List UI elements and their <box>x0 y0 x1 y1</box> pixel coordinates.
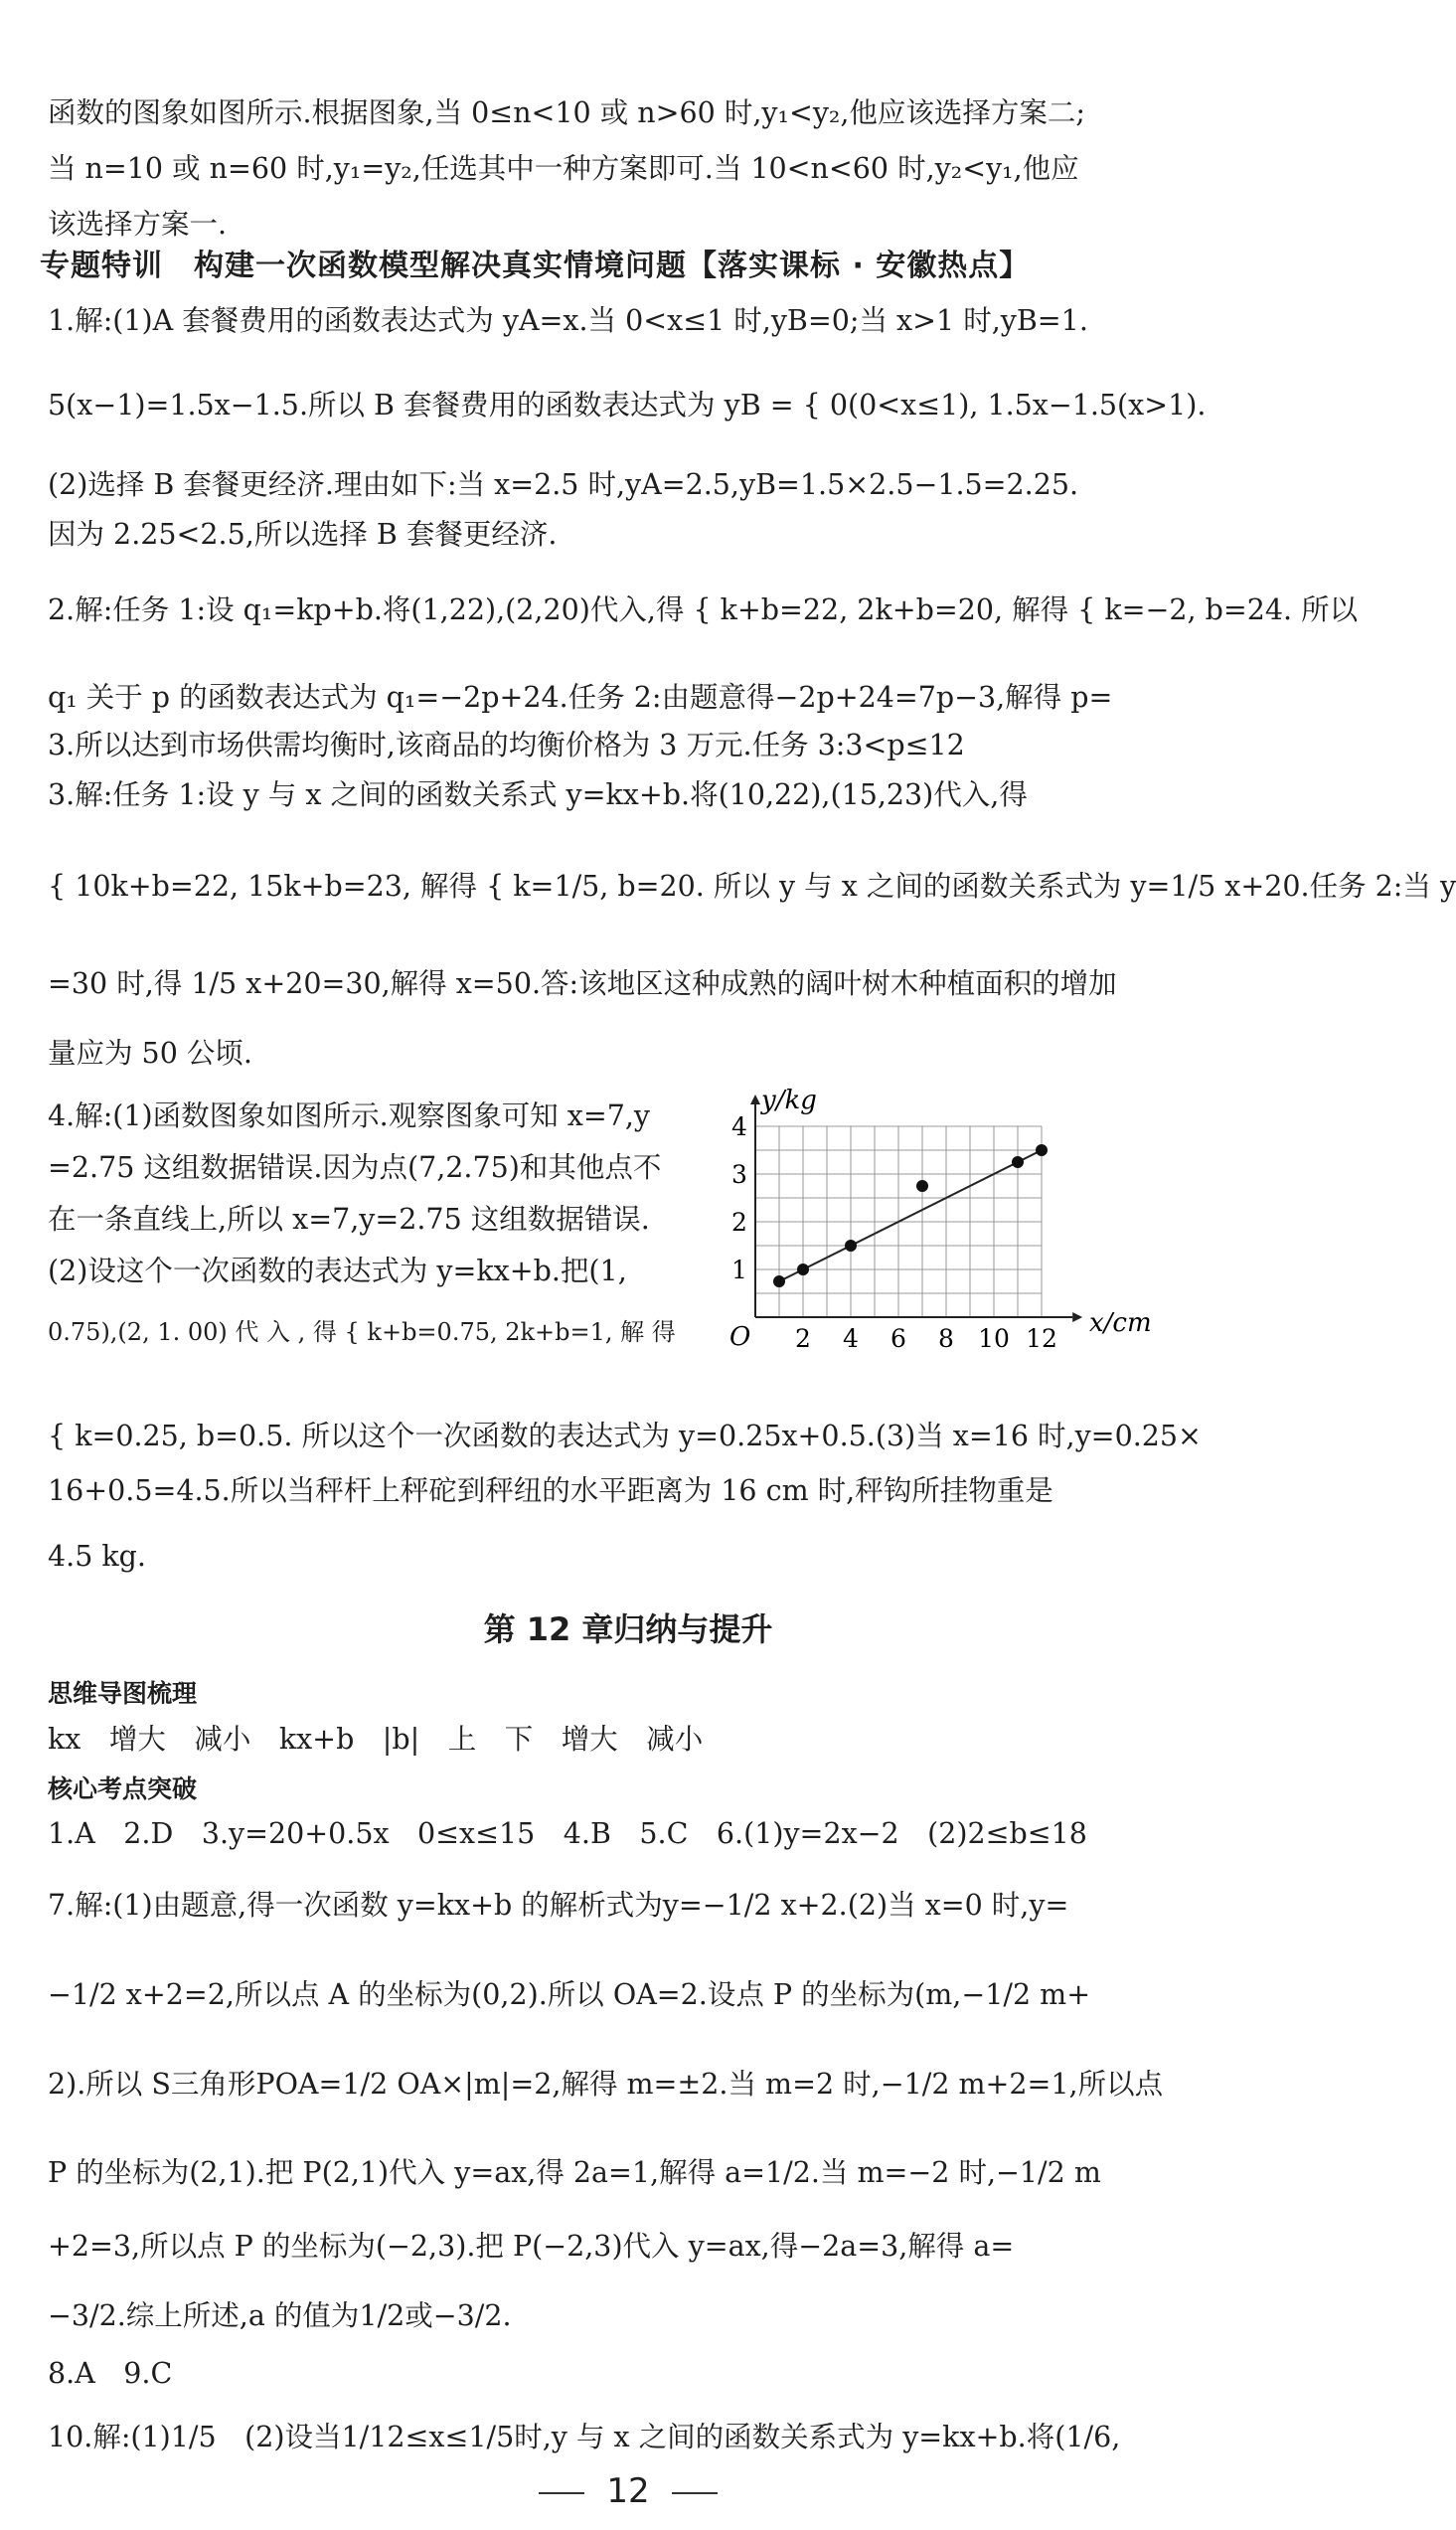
intro-line-1: 函数的图象如图所示.根据图象,当 0≤n<10 或 n>60 时,y₁<y₂,他应该选择方案二; <box>48 96 1086 129</box>
x-tick-label: 2 <box>795 1324 811 1353</box>
chart-axes <box>729 1086 1152 1352</box>
q2-line-1: 2.解:任务 1:设 q₁=kp+b.将(1,22),(2,20)代入,得 { k+b=22, 2k+b=20, 解得 { k=−2, b=24. 所以 <box>48 593 1359 626</box>
page-number: 12 <box>606 2471 650 2511</box>
q1-line-2: 5(x−1)=1.5x−1.5.所以 B 套餐费用的函数表达式为 yB = { 0(0<x≤1), 1.5x−1.5(x>1). <box>48 389 1207 422</box>
page-number-area <box>0 2471 1256 2511</box>
intro-line-3: 该选择方案一. <box>48 208 228 241</box>
y-tick-label: 4 <box>731 1112 747 1141</box>
data-point <box>845 1240 857 1252</box>
q2-line-2: q₁ 关于 p 的函数表达式为 q₁=−2p+24.任务 2:由题意得−2p+24=7p−3,解得 p= <box>48 681 1113 714</box>
x-axis-label: x/cm <box>1089 1308 1152 1338</box>
q4-line-3: 在一条直线上,所以 x=7,y=2.75 这组数据错误. <box>48 1203 650 1236</box>
q4-line-2: =2.75 这组数据错误.因为点(7,2.75)和其他点不 <box>48 1151 662 1184</box>
core-title: 核心考点突破 <box>48 1774 198 1803</box>
y-axis-arrow <box>750 1095 760 1104</box>
q7-line-2: −1/2 x+2=2,所以点 A 的坐标为(0,2).所以 OA=2.设点 P 的坐标为(m,−1/2 m+ <box>48 1978 1091 2011</box>
q2-line-3: 3.所以达到市场供需均衡时,该商品的均衡价格为 3 万元.任务 3:3<p≤12 <box>48 729 965 761</box>
q3-line-2: { 10k+b=22, 15k+b=23, 解得 { k=1/5, b=20. 所以 y 与 x 之间的函数关系式为 y=1/5 x+20.任务 2:当 y <box>48 870 1456 903</box>
q1-line-4: 因为 2.25<2.5,所以选择 B 套餐更经济. <box>48 518 558 551</box>
chart-fit-line <box>779 1150 1042 1281</box>
data-point <box>916 1180 928 1192</box>
y-tick-label: 3 <box>731 1160 747 1189</box>
section-title: 专题特训 构建一次函数模型解决真实情境问题【落实课标 · 安徽热点】 <box>40 249 1031 283</box>
q1-line-3: (2)选择 B 套餐更经济.理由如下:当 x=2.5 时,yA=2.5,yB=1.5×2.5−1.5=2.25. <box>48 468 1079 501</box>
x-tick-label: 10 <box>978 1324 1010 1353</box>
x-axis-arrow <box>1072 1312 1082 1322</box>
x-tick-label: 6 <box>890 1324 906 1353</box>
chapter-title: 第 12 章归纳与提升 <box>483 1610 773 1648</box>
origin-label: O <box>729 1322 751 1352</box>
y-tick-label: 1 <box>731 1256 747 1284</box>
q7-line-5: +2=3,所以点 P 的坐标为(−2,3).把 P(−2,3)代入 y=ax,得−2a=3,解得 a= <box>48 2230 1015 2263</box>
q7-line-3: 2).所以 S三角形POA=1/2 OA×|m|=2,解得 m=±2.当 m=2 时,−1/2 m+2=1,所以点 <box>48 2068 1164 2101</box>
q4-line-8: 4.5 kg. <box>48 1540 146 1573</box>
q3-line-4: 量应为 50 公顷. <box>48 1037 252 1070</box>
q1-line-1: 1.解:(1)A 套餐费用的函数表达式为 yA=x.当 0<x≤1 时,yB=0;当 x>1 时,yB=1. <box>48 304 1088 337</box>
answers-line: 1.A 2.D 3.y=20+0.5x 0≤x≤15 4.B 5.C 6.(1)y=2x−2 (2)2≤b≤18 <box>48 1817 1087 1850</box>
fit-line <box>779 1150 1042 1281</box>
q4-line-1: 4.解:(1)函数图象如图所示.观察图象可知 x=7,y <box>48 1099 651 1132</box>
q4-line-5: 0.75),(2, 1. 00) 代 入 , 得 { k+b=0.75, 2k+b=1, 解 得 <box>48 1318 676 1346</box>
q3-line-1: 3.解:任务 1:设 y 与 x 之间的函数关系式 y=kx+b.将(10,22),(15,23)代入,得 <box>48 778 1028 811</box>
mindmap-line: kx 增大 减小 kx+b |b| 上 下 增大 减小 <box>48 1723 704 1756</box>
right-dash <box>672 2492 718 2494</box>
q10-line: 10.解:(1)1/5 (2)设当1/12≤x≤1/5时,y 与 x 之间的函数关系式为 y=kx+b.将(1/6, <box>48 2421 1121 2453</box>
data-point <box>1036 1144 1048 1156</box>
x-tick-label: 4 <box>843 1324 859 1353</box>
q4-line-7: 16+0.5=4.5.所以当秤杆上秤砣到秤纽的水平距离为 16 cm 时,秤钩所挂物重是 <box>48 1474 1053 1507</box>
data-point <box>797 1264 809 1275</box>
y-tick-label: 2 <box>731 1208 747 1237</box>
data-point <box>1012 1156 1024 1168</box>
scatter-chart <box>708 1079 1152 1362</box>
q3-line-3: =30 时,得 1/5 x+20=30,解得 x=50.答:该地区这种成熟的阔叶树木种植面积的增加 <box>48 967 1117 1000</box>
x-tick-label: 8 <box>938 1324 954 1353</box>
q7-line-6: −3/2.综上所述,a 的值为1/2或−3/2. <box>48 2299 512 2332</box>
q7-line-1: 7.解:(1)由题意,得一次函数 y=kx+b 的解析式为y=−1/2 x+2.(2)当 x=0 时,y= <box>48 1889 1069 1922</box>
x-tick-label: 12 <box>1026 1324 1057 1353</box>
mindmap-title: 思维导图梳理 <box>48 1679 198 1708</box>
q8-9-answers: 8.A 9.C <box>48 2357 173 2390</box>
left-dash <box>539 2492 584 2494</box>
q4-line-6: { k=0.25, b=0.5. 所以这个一次函数的表达式为 y=0.25x+0.5.(3)当 x=16 时,y=0.25× <box>48 1420 1202 1452</box>
y-axis-label: y/kg <box>761 1086 817 1115</box>
q7-line-4: P 的坐标为(2,1).把 P(2,1)代入 y=ax,得 2a=1,解得 a=1/2.当 m=−2 时,−1/2 m <box>48 2156 1101 2189</box>
data-point <box>773 1275 785 1287</box>
intro-line-2: 当 n=10 或 n=60 时,y₁=y₂,任选其中一种方案即可.当 10<n<60 时,y₂<y₁,他应 <box>48 152 1079 185</box>
q4-line-4: (2)设这个一次函数的表达式为 y=kx+b.把(1, <box>48 1255 627 1287</box>
